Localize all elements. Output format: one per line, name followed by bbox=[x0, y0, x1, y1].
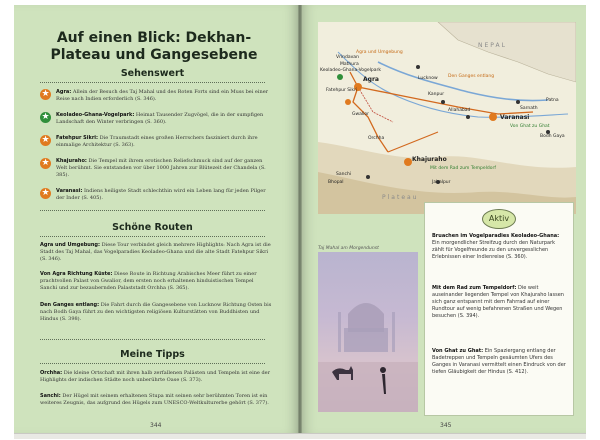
section-divider bbox=[40, 82, 265, 83]
activity-text: Die weit auseinander liegenden Tempel von Khajuraho lassen sich ganz entspannt mit dem Fahrrad auf einer Rundtour auf wenig befahrenen Straßen und Wegen besuchen (S. 394). bbox=[432, 285, 564, 319]
map-label-nepal: NEPAL bbox=[478, 42, 507, 49]
map-label-lucknow: Lucknow bbox=[418, 76, 438, 81]
green-star-icon: ★ bbox=[41, 112, 50, 122]
route-text: Diese Tour verbindet gleich mehrere Highlights: Nach Agra ist die Stadt des Taj Mahal, das Vogelparadies Keoladeo-Ghana und die alte Stadt Fatehpur Sikri (S. 346). bbox=[40, 242, 271, 263]
sight-entry bbox=[56, 158, 272, 180]
map-label-plateau: Plateau bbox=[382, 194, 419, 201]
tips-heading: Meine Tipps bbox=[120, 349, 185, 360]
route-entry bbox=[40, 271, 272, 293]
activity-entry bbox=[432, 233, 566, 261]
map-label-bhopal: Bhopal bbox=[328, 180, 344, 185]
activity-name: Mit dem Rad zum Tempeldorf: bbox=[432, 285, 517, 291]
map-label-gwalior: Gwalior bbox=[352, 112, 370, 117]
orange-star-icon: ★ bbox=[41, 188, 50, 198]
map-label-sarnath: Sarnath bbox=[520, 106, 538, 111]
routes-heading: Schöne Routen bbox=[112, 222, 193, 233]
activity-name: Von Ghat zu Ghat: bbox=[432, 348, 484, 354]
section-divider bbox=[40, 363, 265, 364]
sight-text: Die Tempel mit ihrem erotischen Reliefschmuck sind auf der ganzen Welt berühmt. Sie entstanden vor über 1000 Jahren zur Blütezeit der Chandela (S. 385). bbox=[56, 158, 266, 179]
tip-name: Orchha: bbox=[40, 370, 63, 376]
map-label-mathura: Mathura bbox=[340, 62, 359, 67]
tip-name: Sanchi: bbox=[40, 393, 61, 399]
orange-star-icon: ★ bbox=[41, 158, 50, 168]
route-name: Den Ganges entlang: bbox=[40, 302, 100, 308]
sight-text: Indiens heiligste Stadt schlechthin wird ein Leben lang für jeden Pilger der Inder (S. 405). bbox=[56, 188, 266, 202]
activity-entry bbox=[432, 285, 566, 320]
tip-text: Der Hügel mit seinem erhaltenen Stupa mit seinen sehr berühmten Toren ist ein weiteres Zeugnis, das aufgrund des Hügels zum UNESCO-Weltkulturerbe gehört (S. 377). bbox=[40, 393, 269, 407]
map-label-agra-route: Agra und Umgebung bbox=[356, 50, 403, 55]
route-text: Diese Route in Richtung Arabisches Meer führt zu einer prachtvollen Palast von Gwalior, dem ersten noch erhaltenen hinduistischen Tempel Sanchi und zur bezaubernden Palaststadt Orchha (S. 365). bbox=[40, 271, 257, 292]
map-label-keoladeo: Keoladeo-Ghana-Vogelpark bbox=[320, 68, 382, 73]
route-entry bbox=[40, 302, 272, 324]
orange-star-icon: ★ bbox=[41, 135, 50, 145]
taj-mahal-photo bbox=[318, 252, 418, 412]
map-label-tempel-route: Mit dem Rad zum Tempeldorf bbox=[430, 166, 496, 171]
map-label-jabalpur: Jabalpur bbox=[432, 180, 451, 185]
sight-name: Varanasi: bbox=[56, 188, 83, 194]
map-label-kanpur: Kanpur bbox=[428, 92, 445, 97]
section-divider bbox=[40, 339, 265, 340]
sight-name: Fatehpur Sikri: bbox=[56, 135, 99, 141]
sight-name: Agra: bbox=[56, 89, 72, 95]
sight-entry bbox=[56, 112, 272, 126]
activity-name: Bruachen im Vogelparadies Keoladeo-Ghana: bbox=[432, 233, 560, 239]
tip-text: Die kleine Ortschaft mit ihren halb zerfallenen Palästen und Tempeln ist eine der Highlights der indischen Städte noch unberührte Oase (S. 373). bbox=[40, 370, 271, 384]
route-text: Die Fahrt durch die Gangesebene von Lucknow Richtung Osten bis nach Bodh Gaya führt zu den wichtigsten religiösen Kulturstätten von Buddhisten und Hindus (S. 398). bbox=[40, 302, 272, 323]
activity-text: Ein Spaziergang entlang der Badetreppen und Tempeln gesäumten Ufers des Ganges in Varanasi vermittelt einen Eindruck von der tiefen Gläubigkeit der Hindus (S. 412). bbox=[432, 348, 566, 375]
sight-entry bbox=[56, 89, 272, 103]
sight-text: Die Traumstadt eines großen Herrschers fasziniert durch ihre einmalige Architektur (S. 363). bbox=[56, 135, 258, 149]
map-label-vrindavan: Vrindavan bbox=[336, 55, 359, 60]
map-label-ganges-route: Den Ganges entlang bbox=[448, 74, 495, 79]
page-title: Auf einen Blick: Dekhan-Plateau und Gangesebene bbox=[50, 30, 258, 63]
tip-entry bbox=[40, 370, 272, 384]
sight-name: Keoladeo-Ghana-Vogelpark: bbox=[56, 112, 135, 118]
map-label-bodhgaya: Bodh Gaya bbox=[540, 134, 565, 139]
sight-entry bbox=[56, 135, 272, 149]
map-label-fatehpur: Fatehpur Sikri bbox=[326, 88, 358, 93]
sehenswert-heading: Sehenswert bbox=[120, 68, 185, 79]
book-spine bbox=[298, 5, 302, 433]
map-label-orchha: Orchha bbox=[368, 136, 385, 141]
map-label-allahabad: Allahabad bbox=[448, 108, 471, 113]
route-name: Agra und Umgebung: bbox=[40, 242, 100, 248]
map-label-varanasi: Varanasi bbox=[500, 114, 530, 121]
map-label-patna: Patna bbox=[546, 98, 559, 103]
photo-caption: Taj Mahal am Morgendunst bbox=[318, 246, 379, 251]
activity-text: Ein morgendlicher Streifzug durch den Naturpark zählt für Vogelfreunde zu den unvergesslichen Erlebnissen einer Indienreise (S. 360). bbox=[432, 240, 556, 260]
section-divider bbox=[40, 236, 265, 237]
map-label-sanchi: Sanchi bbox=[336, 172, 352, 177]
activity-entry bbox=[432, 348, 566, 376]
map-label-agra: Agra bbox=[363, 76, 379, 83]
page-edges bbox=[14, 433, 586, 439]
aktiv-badge: Aktiv bbox=[482, 209, 516, 229]
orange-star-icon: ★ bbox=[41, 89, 50, 99]
sight-name: Khajuraho: bbox=[56, 158, 87, 164]
page-number-right: 345 bbox=[440, 422, 452, 429]
tip-entry bbox=[40, 393, 272, 407]
route-name: Von Agra Richtung Küste: bbox=[40, 271, 113, 277]
sight-text: Heimat Tausender Zugvögel, die in der sumpfigen Landschaft den Winter verbringen (S. 360). bbox=[56, 112, 264, 126]
route-entry bbox=[40, 242, 272, 264]
page-number-left: 344 bbox=[150, 422, 162, 429]
map-label-khajuraho: Khajuraho bbox=[412, 156, 447, 163]
section-divider bbox=[40, 210, 265, 211]
photo-graphic bbox=[318, 252, 418, 412]
sight-entry bbox=[56, 188, 272, 202]
map-label-ghat-route: Von Ghat zu Ghat bbox=[510, 124, 550, 129]
sight-text: Allein der Besuch des Taj Mahal und des Roten Forts sind ein Muss bei einer Reise nach Indien erforderlich (S. 346). bbox=[56, 89, 269, 103]
